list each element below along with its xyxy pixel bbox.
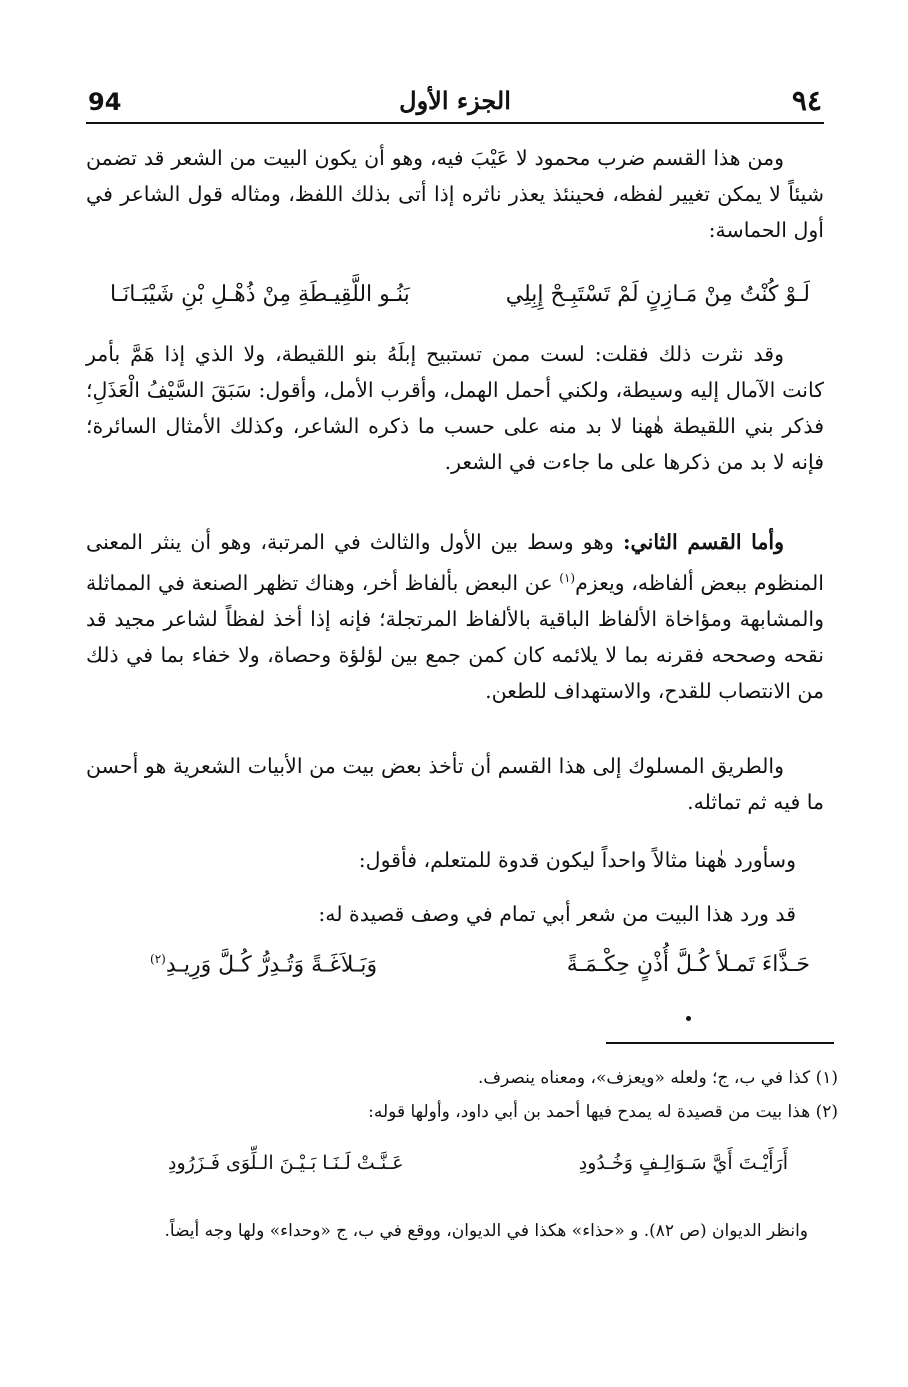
paragraph-5: وسأورد هٰهنا مثالاً واحداً ليكون قدوة للمتعلم، فأقول: bbox=[358, 848, 796, 872]
verse-1-first-hemistich: لَـوْ كُنْتُ مِنْ مَـازِنٍ لَمْ تَسْتَبِـحْ إِبِلِي bbox=[505, 282, 810, 307]
paragraph-2 bbox=[86, 336, 824, 480]
verse-2 bbox=[150, 952, 810, 977]
page-number-arabic: ٩٤ bbox=[791, 84, 822, 117]
running-title: الجزء الأول bbox=[399, 86, 511, 115]
paragraph-1-text: ومن هذا القسم ضرب محمود لا عَيْبَ فيه، وهو أن يكون البيت من الشعر قد تضمن شيئاً لا يمكن تغيير لفظه، فحينئذ يعذر ناثره إذا أتى بذلك اللفظ، ومثاله قول الشاعر في أول الحماسة: bbox=[86, 146, 824, 242]
paragraph-3 bbox=[86, 524, 824, 709]
footnote-2: (٢) هذا بيت من قصيدة له يمدح فيها أحمد بن أبي داود، وأولها قوله: bbox=[368, 1102, 838, 1122]
paragraph-4 bbox=[86, 748, 824, 820]
paragraph-1 bbox=[86, 140, 824, 248]
footnote-1: (١) كذا في ب، ج؛ ولعله «ويعزف»، ومعناه ينصرف. bbox=[477, 1068, 838, 1088]
footnote-separator bbox=[606, 1042, 834, 1044]
footnote-ref-1: (١) bbox=[559, 571, 576, 585]
page-number-latin: 94 bbox=[88, 88, 122, 116]
paragraph-4-text: والطريق المسلوك إلى هذا القسم أن تأخذ بعض بيت من الأبيات الشعرية هو أحسن ما فيه ثم تماثله. bbox=[86, 754, 824, 814]
section-heading-second: وأما القسم الثاني: bbox=[622, 530, 784, 554]
ornament-dot bbox=[686, 1016, 691, 1021]
paragraph-6: قد ورد هذا البيت من شعر أبي تمام في وصف قصيدة له: bbox=[318, 902, 796, 926]
paragraph-2-text: وقد نثرت ذلك فقلت: لست ممن تستبيح إبلَهُ بنو اللقيطة، ولا الذي إذا هَمَّ بأمر كانت الآمال إليه وسيطة، ولكني أحمل الهمل، وأقرب الأمل، وأقول: سَبَقَ السَّيْفُ الْعَذَلِ؛ فذكر بني اللقيطة هٰهنا لا بد منه على حسب ما ذكره الشاعر، وكذلك الأمثال السائرة؛ فإنه لا بد من ذكرها على ما جاءت في الشعر. bbox=[86, 342, 824, 474]
verse-2-second-hemistich bbox=[150, 952, 377, 977]
paragraph-3-text bbox=[86, 524, 824, 709]
footnote-ref-2: (٢) bbox=[150, 952, 166, 966]
footnote-verse bbox=[168, 1152, 788, 1174]
paragraph-3-rest: عن البعض بألفاظ أخر، وهناك تظهر الصنعة في المماثلة والمشابهة ومؤاخاة الألفاظ الباقية بالألفاظ المرتجلة؛ فإنه إذا أخذ لفظاً لشاعر مجيد قد نقحه وصححه فقرنه بما لا يلائمه كان كمن جمع بين لؤلؤة وحصاة، ولا خفاء بما في ذلك من الانتصاب للقدح، والاستهداف للطعن. bbox=[86, 570, 824, 703]
footnote-verse-first: أَرَأَيْـتَ أَيَّ سَـوَالِـفٍ وَخُـدُودِ bbox=[578, 1152, 788, 1174]
verse-2-first-hemistich: حَـذَّاءَ تَمـلأ كُـلَّ أُذْنٍ حِكْـمَـةً bbox=[566, 952, 810, 977]
verse-1 bbox=[110, 282, 810, 307]
page-header bbox=[86, 80, 824, 124]
paragraph-3-body: وهو وسط بين الأول والثالث في المرتبة، وهو أن ينثر المعنى المنظوم ببعض ألفاظه، ويعزم bbox=[86, 530, 824, 595]
footnote-2-tail: وانظر الديوان (ص ٨٢). و «حذاء» هكذا في الديوان، ووقع في ب، ج «وحداء» ولها وجه أيضاً. bbox=[164, 1221, 808, 1241]
verse-1-second-hemistich: بَنُـو اللَّقِيـطَةِ مِنْ ذُهْـلِ بْنِ شَيْبَـانَـا bbox=[110, 282, 410, 307]
verse-2-second-text: وَبَـلاَغَـةً وَتُـدِرُّ كُـلَّ وَرِيـدِ bbox=[165, 952, 378, 978]
footnote-verse-second: عَـنَّـتْ لَـنَـا بَـيْـنَ الـلِّوَى فَـزَرُودِ bbox=[168, 1152, 404, 1174]
